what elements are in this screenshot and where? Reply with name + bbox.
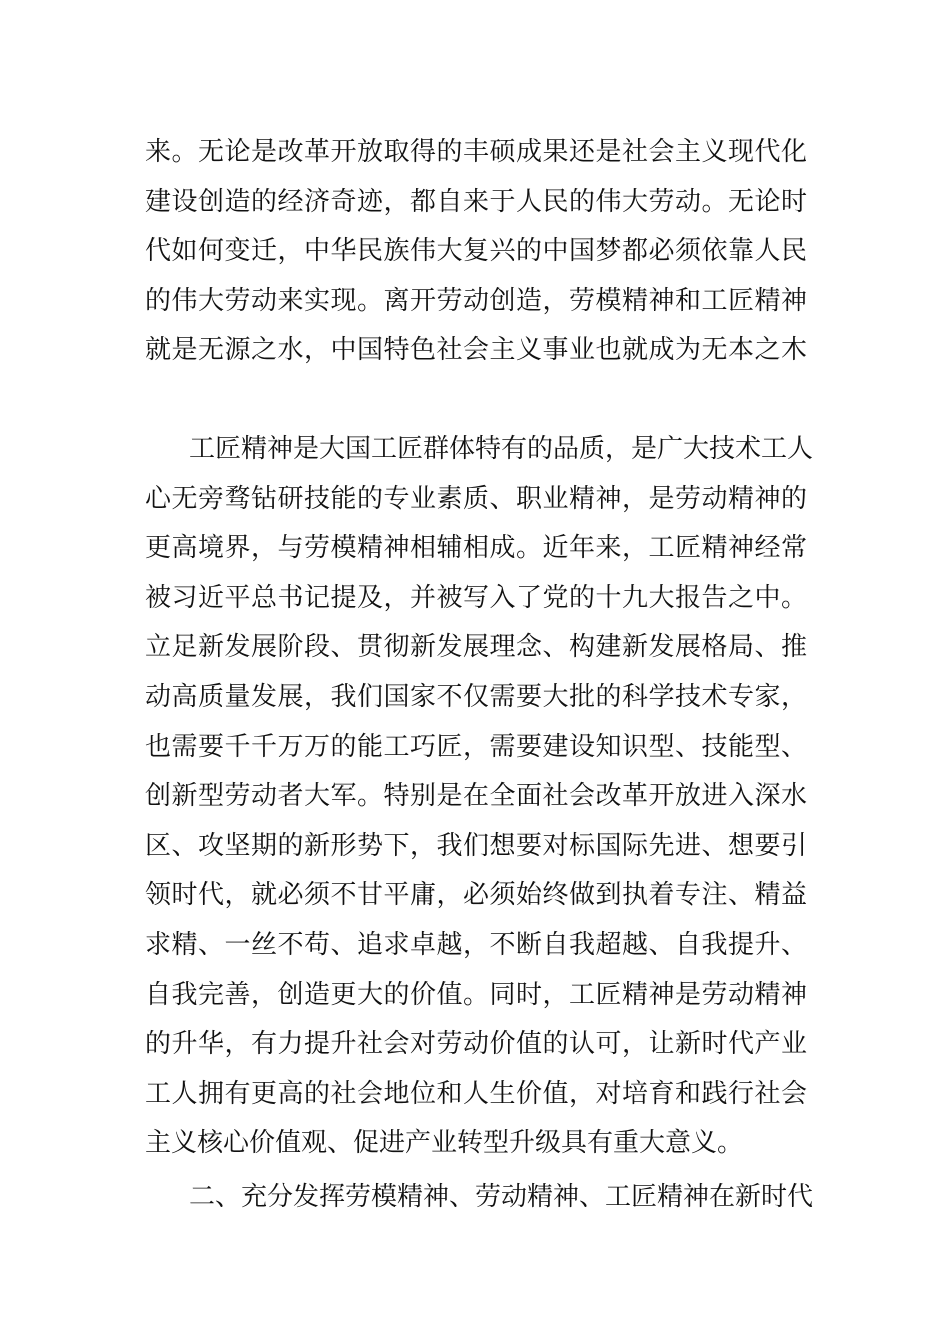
text-line: 的伟大劳动来实现。离开劳动创造，劳模精神和工匠精神 — [145, 285, 807, 316]
text-line: 自我完善，创造更大的价值。同时，工匠精神是劳动精神 — [145, 979, 807, 1010]
text-line: 工人拥有更高的社会地位和人生价值，对培育和践行社会 — [145, 1078, 807, 1109]
text-line: 主义核心价值观、促进产业转型升级具有重大意义。 — [145, 1128, 744, 1159]
text-line: 创新型劳动者大军。特别是在全面社会改革开放进入深水 — [145, 781, 807, 812]
text-line: 领时代，就必须不甘平庸，必须始终做到执着专注、精益 — [145, 880, 807, 911]
text-line: 心无旁骛钻研技能的专业素质、职业精神，是劳动精神的 — [145, 483, 807, 514]
paragraph-craftsman-spirit — [145, 425, 814, 1169]
text-line: 的升华，有力提升社会对劳动价值的认可，让新时代产业 — [145, 1029, 807, 1060]
text-line: 代如何变迁，中华民族伟大复兴的中国梦都必须依靠人民 — [145, 236, 807, 267]
text-line: 求精、一丝不苟、追求卓越，不断自我超越、自我提升、 — [145, 929, 807, 960]
text-line: 建设创造的经济奇迹，都自来于人民的伟大劳动。无论时 — [145, 186, 807, 217]
text-line: 立足新发展阶段、贯彻新发展理念、构建新发展格局、推 — [145, 632, 807, 663]
text-line: 工匠精神是大国工匠群体特有的品质，是广大技术工人 — [189, 434, 814, 464]
section-heading-two — [145, 1173, 814, 1223]
text-line: 也需要千千万万的能工巧匠，需要建设知识型、技能型、 — [145, 731, 807, 762]
paragraph-labor-creation — [145, 128, 807, 376]
text-line: 二、充分发挥劳模精神、劳动精神、工匠精神在新时代 — [189, 1182, 814, 1212]
text-line: 更高境界，与劳模精神相辅相成。近年来，工匠精神经常 — [145, 533, 807, 564]
text-line: 就是无源之水，中国特色社会主义事业也就成为无本之木 — [145, 335, 807, 366]
text-line: 被习近平总书记提及，并被写入了党的十九大报告之中。 — [145, 582, 807, 613]
text-line: 来。无论是改革开放取得的丰硕成果还是社会主义现代化 — [145, 137, 807, 167]
text-line: 区、攻坚期的新形势下，我们想要对标国际先进、想要引 — [145, 830, 807, 861]
text-line: 动高质量发展，我们国家不仅需要大批的科学技术专家， — [145, 681, 807, 712]
